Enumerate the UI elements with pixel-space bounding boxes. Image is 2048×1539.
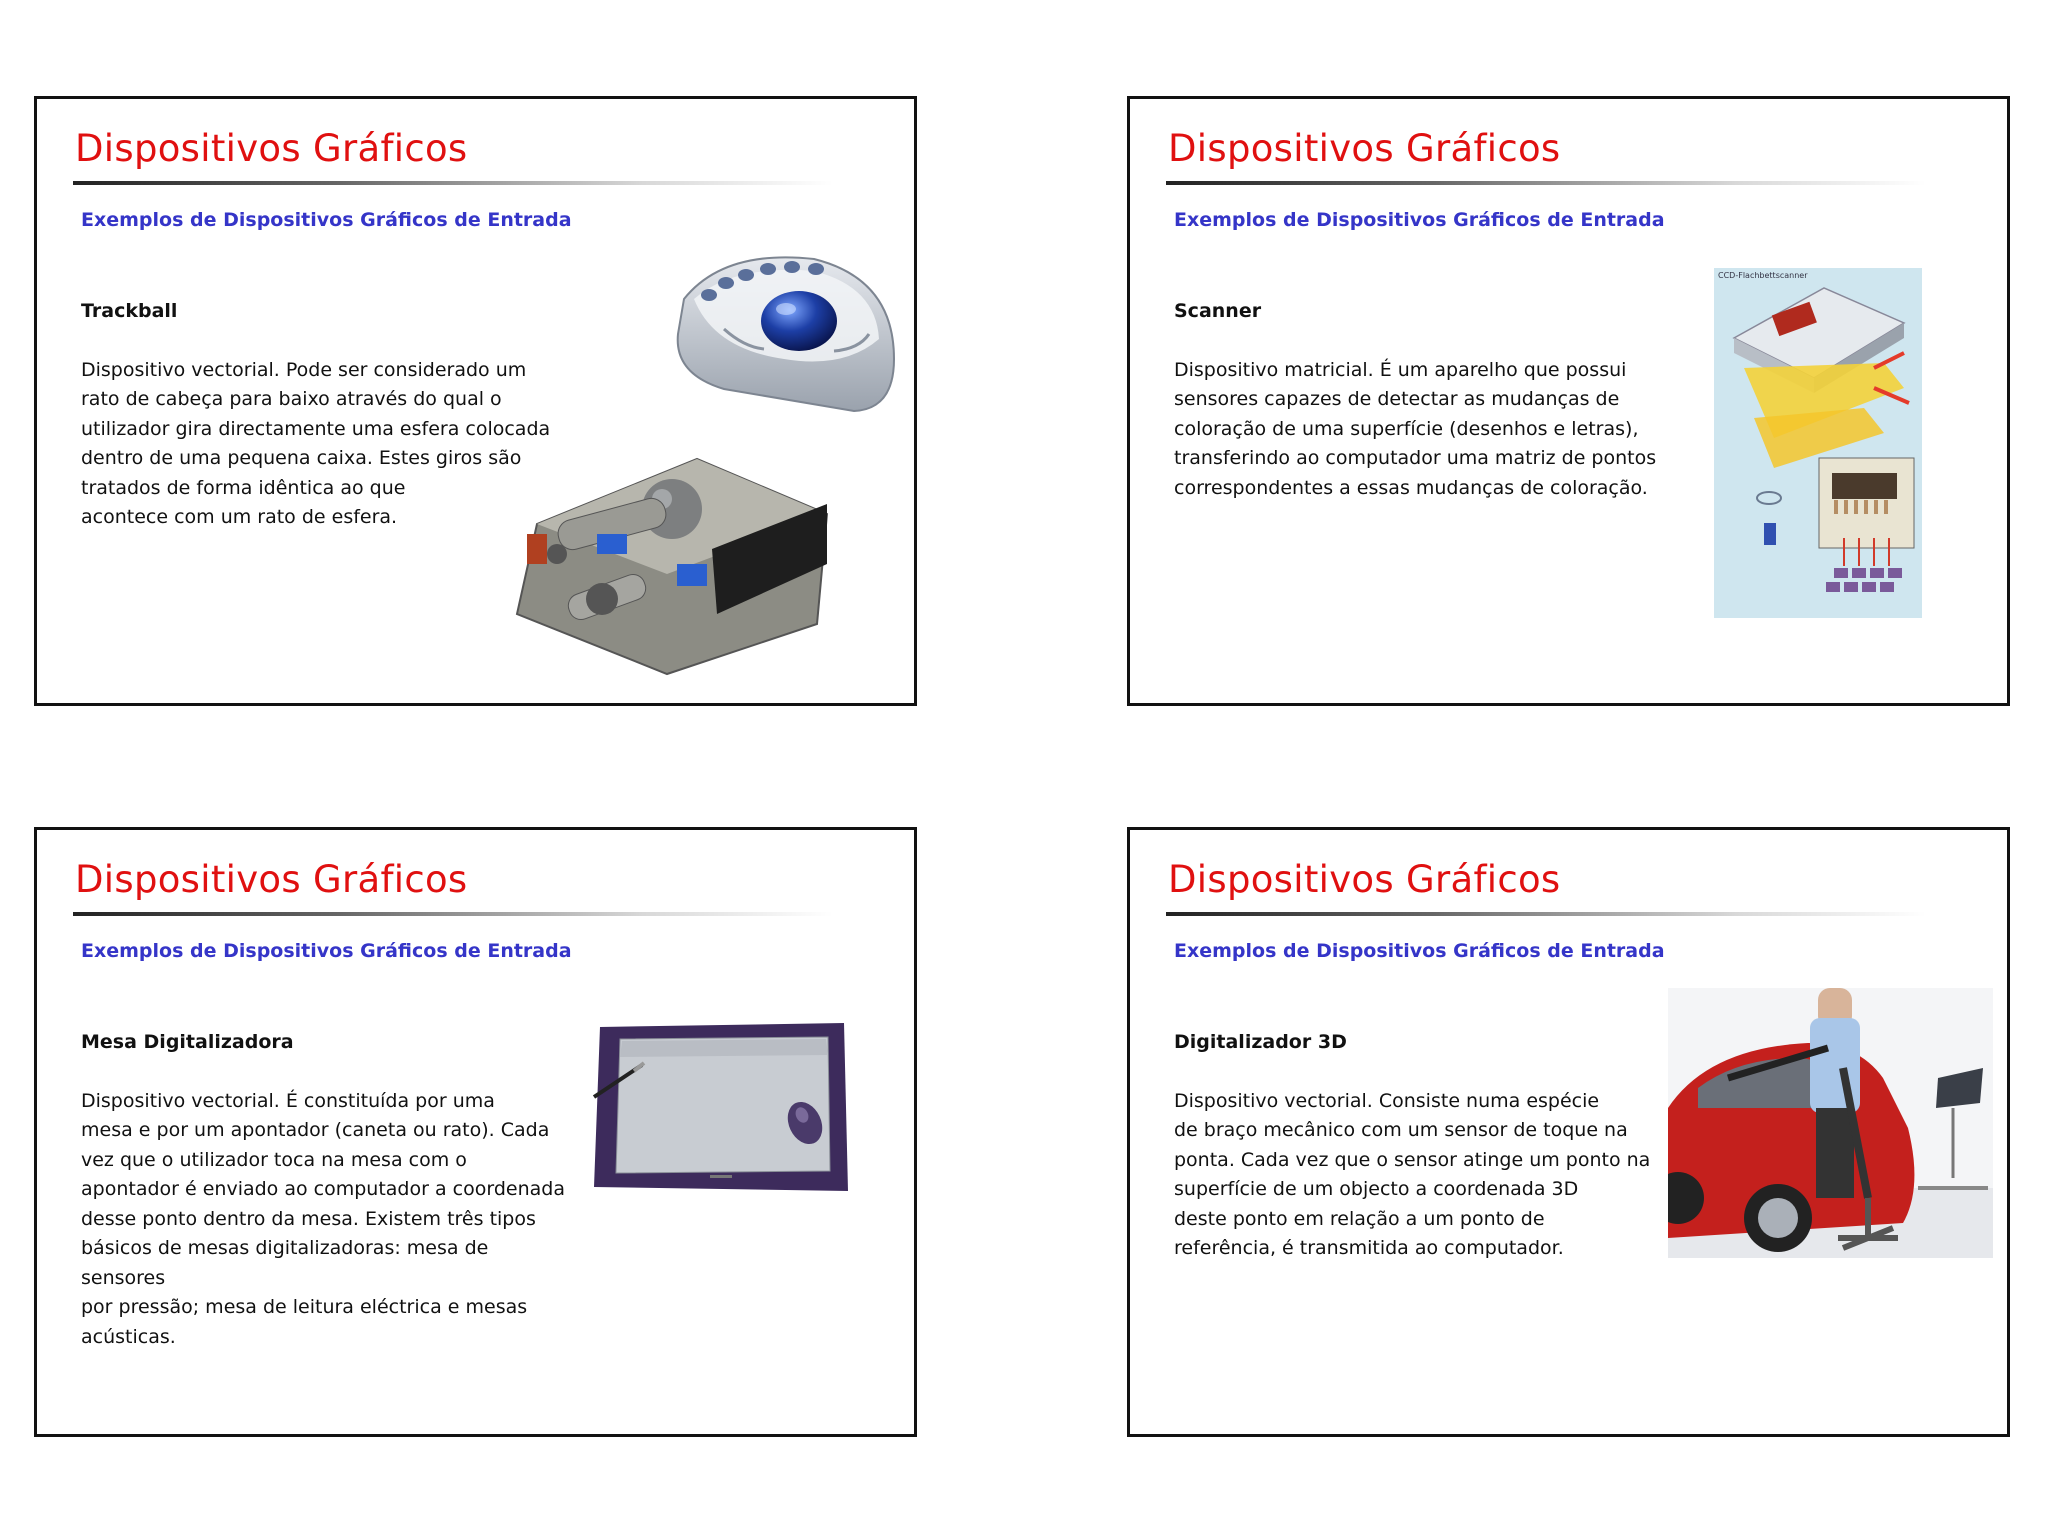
3d-digitizer-car-photo <box>1668 988 1993 1258</box>
title-divider <box>73 181 833 185</box>
title-divider <box>1166 181 1926 185</box>
trackball-device-photo <box>664 239 904 419</box>
slide-title: Dispositivos Gráficos <box>75 127 468 170</box>
trackball-mechanism-photo <box>497 454 832 679</box>
ccd-scanner-diagram <box>1714 268 1922 618</box>
slide-body <box>1174 267 1664 533</box>
slide-subtitle: Exemplos de Dispositivos Gráficos de Entrada <box>1174 940 1665 962</box>
slide-subtitle: Exemplos de Dispositivos Gráficos de Entrada <box>1174 209 1665 231</box>
device-heading: Mesa Digitalizadora <box>81 1030 294 1053</box>
device-heading: Digitalizador 3D <box>1174 1030 1347 1053</box>
digitizer-tablet-photo <box>592 1015 852 1200</box>
slide-title: Dispositivos Gráficos <box>1168 858 1561 901</box>
device-description: Dispositivo matricial. É um aparelho que possui sensores capazes de detectar as mudanças de coloração de uma superfície (desenhos e letras), transferindo ao computador uma matriz de pontos correspondentes a essas mudanças de coloração. <box>1174 358 1657 499</box>
device-heading: Trackball <box>81 299 178 322</box>
slide-trackball <box>34 96 917 706</box>
slide-subtitle: Exemplos de Dispositivos Gráficos de Entrada <box>81 940 572 962</box>
device-description: Dispositivo vectorial. É constituída por uma mesa e por um apontador (caneta ou rato). Cada vez que o utilizador toca na mesa com o apontador é enviado ao computador a coordenada desse ponto dentro da mesa. Existem três tipos básicos de mesas digitalizadoras: mesa de sensores por pressão; mesa de leitura eléctrica e mesas acústicas. <box>81 1089 565 1348</box>
device-description: Dispositivo vectorial. Consiste numa espécie de braço mecânico com um sensor de toque na ponta. Cada vez que o sensor atinge um ponto na superfície de um objecto a coordenada 3D deste ponto em relação a um ponto de referência, é transmitida ao computador. <box>1174 1089 1651 1259</box>
device-heading: Scanner <box>1174 299 1262 322</box>
title-divider <box>1166 912 1926 916</box>
slide-subtitle: Exemplos de Dispositivos Gráficos de Entrada <box>81 209 572 231</box>
slide-title: Dispositivos Gráficos <box>1168 127 1561 170</box>
diagram-title: CCD-Flachbettscanner <box>1718 271 1808 280</box>
slide-title: Dispositivos Gráficos <box>75 858 468 901</box>
slide-3d-digitizer <box>1127 827 2010 1437</box>
slide-body <box>81 998 571 1382</box>
title-divider <box>73 912 833 916</box>
slide-scanner <box>1127 96 2010 706</box>
slide-digitizer-tablet <box>34 827 917 1437</box>
device-description: Dispositivo vectorial. Pode ser considerado um rato de cabeça para baixo através do qual o utilizador gira directamente uma esfera colocada dentro de uma pequena caixa. Estes giros são tratados de forma idêntica ao que acontece com um rato de esfera. <box>81 358 551 528</box>
slide-body <box>1174 998 1664 1293</box>
